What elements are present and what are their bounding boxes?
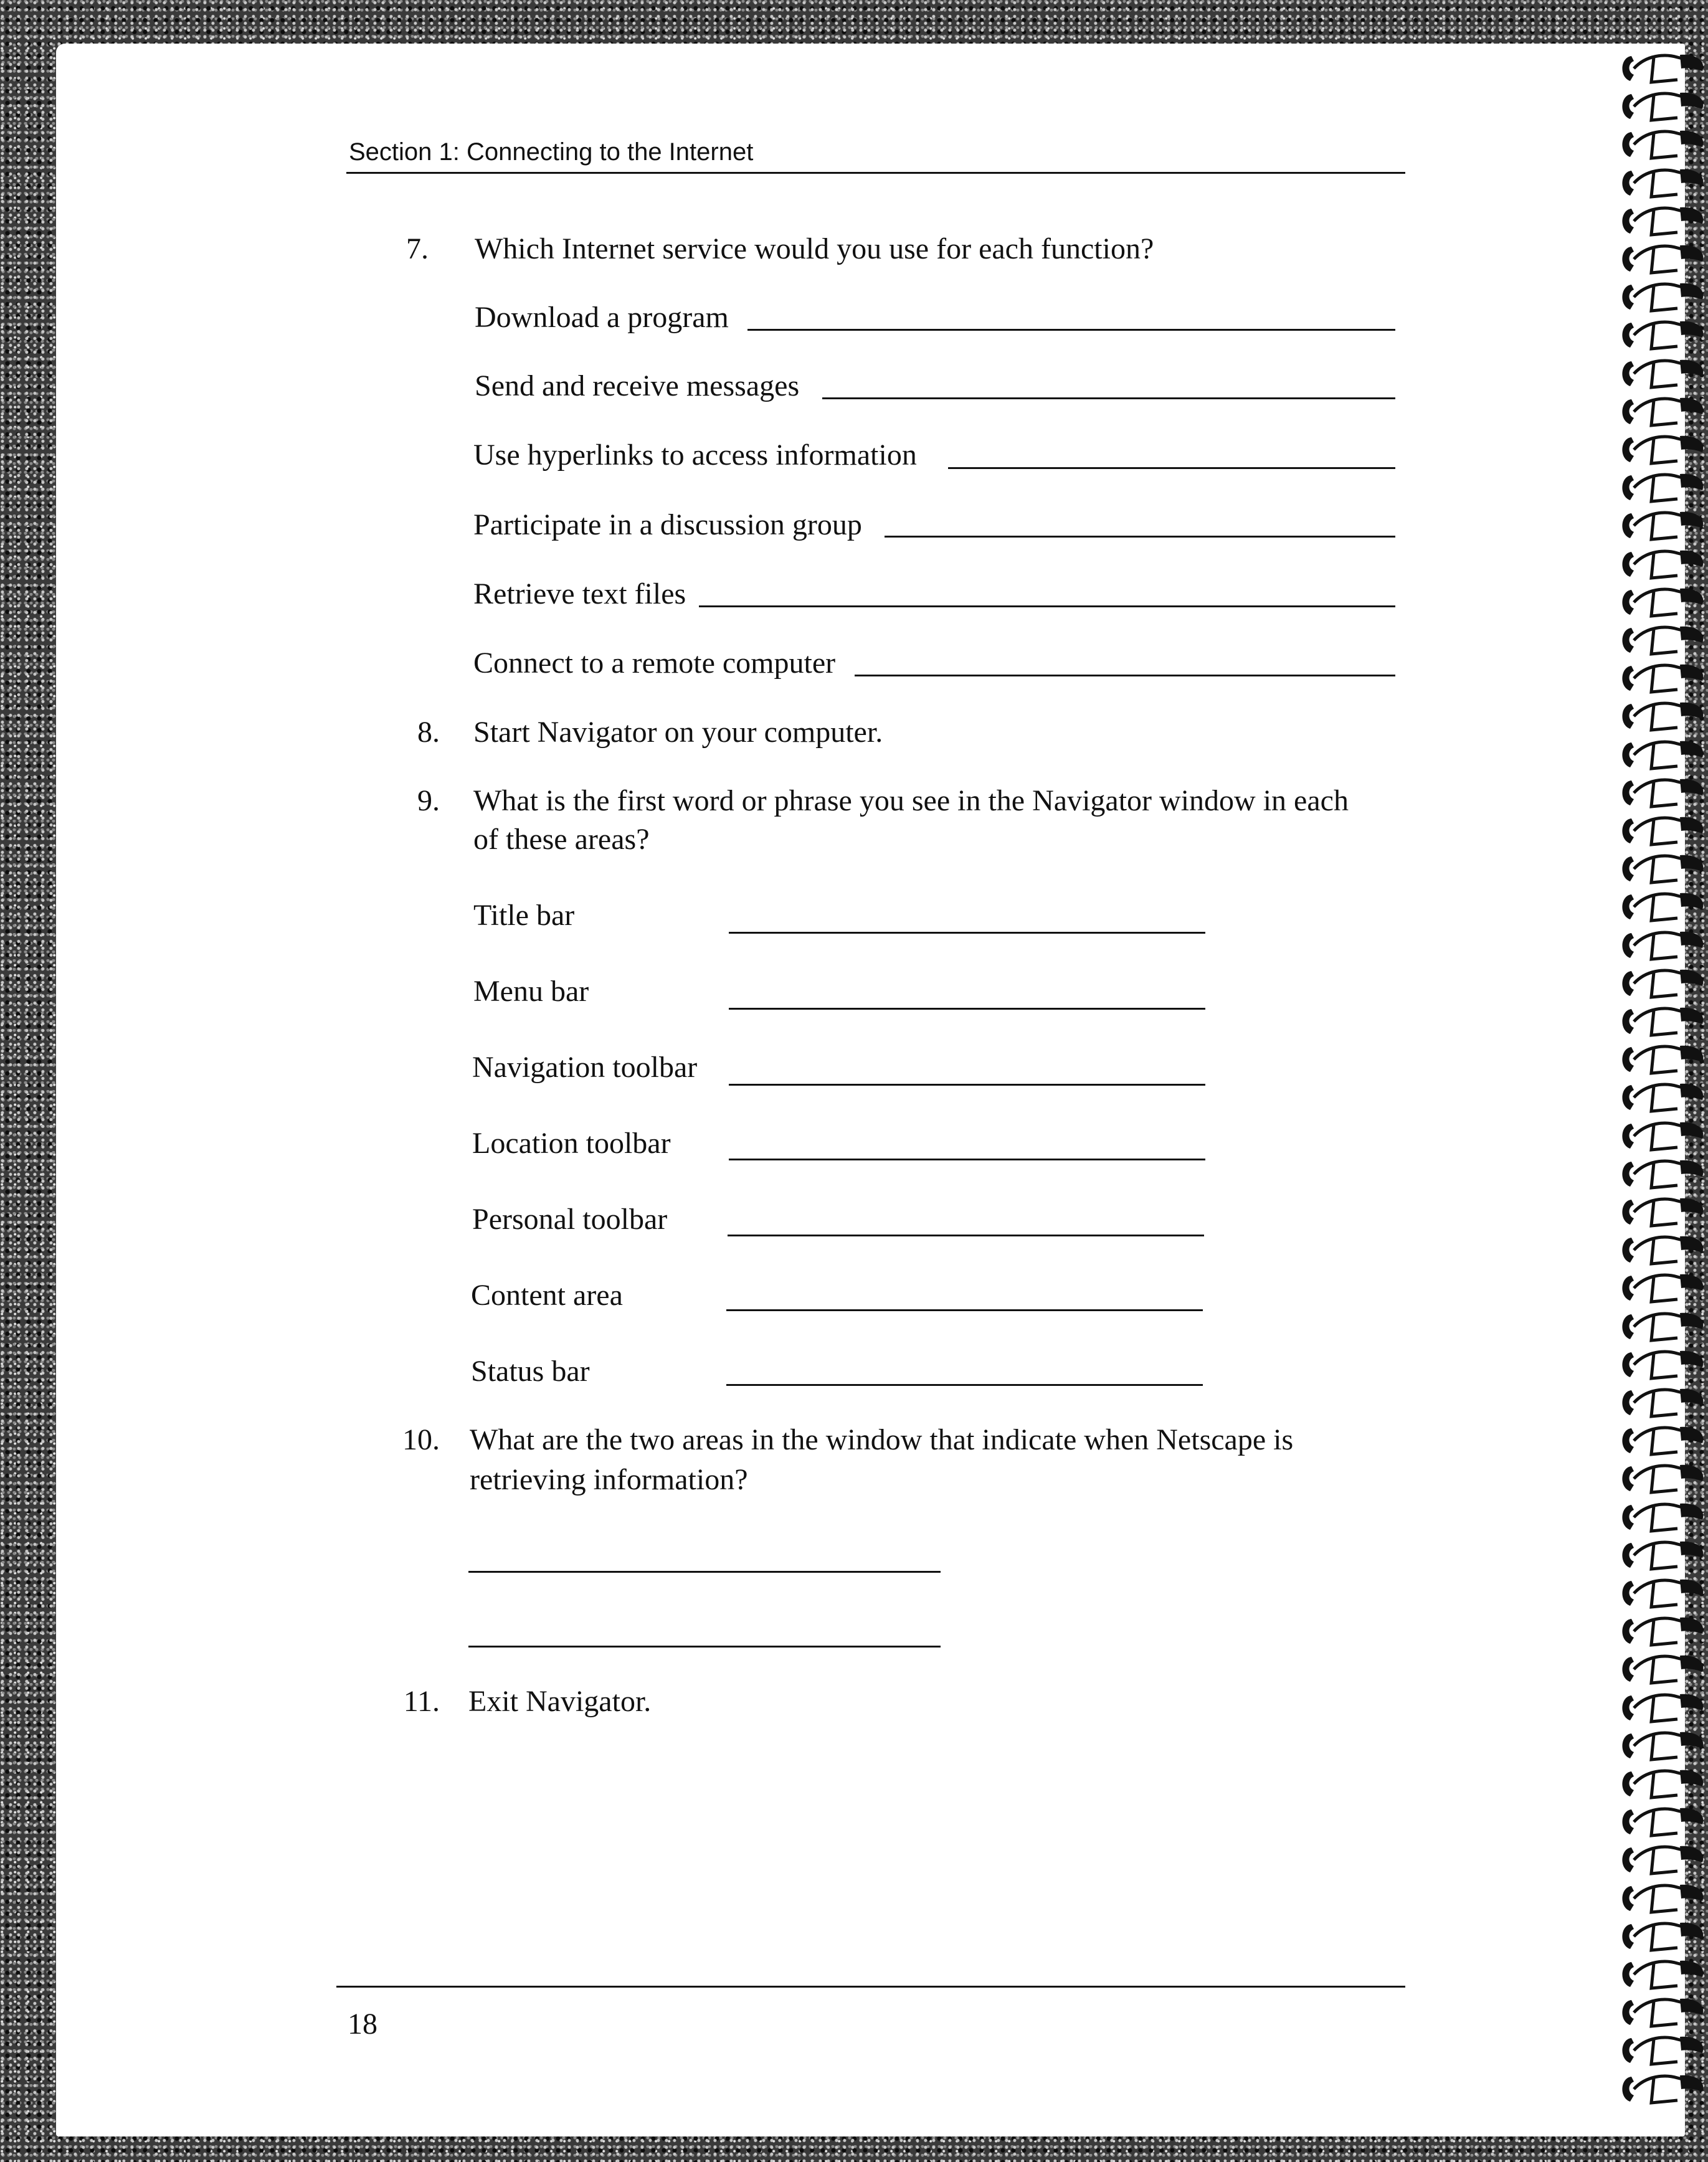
binding-ring-icon bbox=[1615, 88, 1708, 125]
q10-answer-line-1[interactable] bbox=[468, 1571, 941, 1573]
binding-ring-icon bbox=[1615, 431, 1708, 468]
binding-ring-icon bbox=[1615, 546, 1708, 583]
binding-ring-icon bbox=[1615, 774, 1708, 812]
q9-answer-line-content-area[interactable] bbox=[726, 1309, 1203, 1311]
binding-ring-icon bbox=[1615, 660, 1708, 697]
q9-item-personal-toolbar: Personal toolbar bbox=[472, 1203, 668, 1236]
binding-ring-icon bbox=[1615, 1117, 1708, 1155]
q10-answer-line-2[interactable] bbox=[468, 1646, 941, 1648]
question-10-number: 10. bbox=[402, 1423, 440, 1456]
page-number: 18 bbox=[348, 2008, 377, 2041]
question-8-number: 8. bbox=[417, 716, 440, 749]
q7-answer-line-remote[interactable] bbox=[855, 675, 1395, 676]
binding-ring-icon bbox=[1615, 584, 1708, 621]
q7-item-remote: Connect to a remote computer bbox=[473, 647, 836, 680]
paper-sheet bbox=[56, 44, 1685, 2136]
q7-answer-line-messages[interactable] bbox=[822, 397, 1395, 399]
binding-ring-icon bbox=[1615, 164, 1708, 202]
binding-ring-icon bbox=[1615, 126, 1708, 163]
binding-ring-icon bbox=[1615, 1613, 1708, 1650]
binding-ring-icon bbox=[1615, 1460, 1708, 1497]
binding-ring-icon bbox=[1615, 50, 1708, 87]
binding-ring-icon bbox=[1615, 1880, 1708, 1917]
binding-ring-icon bbox=[1615, 927, 1708, 964]
binding-ring-icon bbox=[1615, 698, 1708, 735]
q9-answer-line-navigation-toolbar[interactable] bbox=[729, 1084, 1205, 1086]
binding-ring-icon bbox=[1615, 1651, 1708, 1688]
q9-item-content-area: Content area bbox=[471, 1279, 623, 1312]
q9-item-title-bar: Title bar bbox=[473, 899, 575, 932]
binding-ring-icon bbox=[1615, 736, 1708, 774]
binding-ring-icon bbox=[1615, 1231, 1708, 1269]
binding-ring-icon bbox=[1615, 1575, 1708, 1612]
binding-ring-icon bbox=[1615, 202, 1708, 240]
q9-answer-line-menu-bar[interactable] bbox=[729, 1008, 1205, 1010]
question-9-number: 9. bbox=[417, 784, 440, 817]
q9-item-location-toolbar: Location toolbar bbox=[472, 1127, 671, 1160]
section-header: Section 1: Connecting to the Internet bbox=[349, 138, 754, 166]
binding-ring-icon bbox=[1615, 1079, 1708, 1116]
binding-ring-icon bbox=[1615, 1841, 1708, 1879]
q7-item-download: Download a program bbox=[475, 301, 729, 334]
binding-ring-icon bbox=[1615, 240, 1708, 278]
binding-ring-icon bbox=[1615, 393, 1708, 430]
binding-ring-icon bbox=[1615, 469, 1708, 506]
binding-ring-icon bbox=[1615, 1269, 1708, 1307]
q9-item-navigation-toolbar: Navigation toolbar bbox=[472, 1051, 698, 1084]
q7-item-text-files: Retrieve text files bbox=[473, 577, 686, 610]
q7-item-messages: Send and receive messages bbox=[475, 369, 800, 402]
q9-item-menu-bar: Menu bar bbox=[473, 975, 589, 1008]
binding-ring-icon bbox=[1615, 965, 1708, 1002]
question-10-text-line2: retrieving information? bbox=[470, 1463, 748, 1496]
q7-item-hyperlinks: Use hyperlinks to access information bbox=[473, 439, 917, 472]
binding-ring-icon bbox=[1615, 1384, 1708, 1421]
q9-answer-line-title-bar[interactable] bbox=[729, 932, 1205, 934]
q7-answer-line-download[interactable] bbox=[747, 329, 1395, 331]
binding-ring-icon bbox=[1615, 850, 1708, 888]
binding-ring-icon bbox=[1615, 1689, 1708, 1727]
binding-ring-icon bbox=[1615, 2070, 1708, 2108]
q9-item-status-bar: Status bar bbox=[471, 1355, 590, 1388]
q9-answer-line-personal-toolbar[interactable] bbox=[728, 1235, 1204, 1236]
binding-ring-icon bbox=[1615, 355, 1708, 392]
binding-ring-icon bbox=[1615, 1155, 1708, 1193]
q7-answer-line-text-files[interactable] bbox=[699, 605, 1395, 607]
binding-ring-icon bbox=[1615, 1918, 1708, 1955]
q7-item-discussion: Participate in a discussion group bbox=[473, 508, 862, 541]
binding-ring-icon bbox=[1615, 1765, 1708, 1803]
header-rule bbox=[346, 172, 1405, 174]
binding-ring-icon bbox=[1615, 888, 1708, 926]
footer-rule bbox=[336, 1986, 1405, 1988]
question-10-text-line1: What are the two areas in the window that indicate when Netscape is bbox=[470, 1423, 1294, 1456]
binding-ring-icon bbox=[1615, 1422, 1708, 1459]
binding-ring-icon bbox=[1615, 507, 1708, 544]
q7-answer-line-hyperlinks[interactable] bbox=[948, 467, 1395, 469]
question-9-text-line2: of these areas? bbox=[473, 823, 650, 856]
binding-ring-icon bbox=[1615, 1308, 1708, 1345]
binding-ring-icon bbox=[1615, 1346, 1708, 1383]
q9-answer-line-status-bar[interactable] bbox=[726, 1384, 1203, 1386]
question-7-text: Which Internet service would you use for each function? bbox=[475, 232, 1154, 265]
binding-ring-icon bbox=[1615, 1193, 1708, 1231]
question-11-number: 11. bbox=[403, 1685, 440, 1718]
binding-ring-icon bbox=[1615, 1537, 1708, 1574]
spiral-binding bbox=[1610, 50, 1708, 2130]
binding-ring-icon bbox=[1615, 1727, 1708, 1765]
binding-ring-icon bbox=[1615, 1499, 1708, 1536]
binding-ring-icon bbox=[1615, 812, 1708, 850]
binding-ring-icon bbox=[1615, 1041, 1708, 1078]
q9-answer-line-location-toolbar[interactable] bbox=[729, 1159, 1205, 1160]
question-9-text-line1: What is the first word or phrase you see in the Navigator window in each bbox=[473, 784, 1349, 817]
question-8-text: Start Navigator on your computer. bbox=[473, 716, 883, 749]
binding-ring-icon bbox=[1615, 2032, 1708, 2069]
question-11-text: Exit Navigator. bbox=[468, 1685, 652, 1718]
question-7-number: 7. bbox=[406, 232, 429, 265]
binding-ring-icon bbox=[1615, 1956, 1708, 1993]
q7-answer-line-discussion[interactable] bbox=[885, 536, 1395, 538]
binding-ring-icon bbox=[1615, 316, 1708, 354]
binding-ring-icon bbox=[1615, 278, 1708, 316]
binding-ring-icon bbox=[1615, 622, 1708, 659]
binding-ring-icon bbox=[1615, 1003, 1708, 1040]
binding-ring-icon bbox=[1615, 1803, 1708, 1841]
binding-ring-icon bbox=[1615, 1994, 1708, 2031]
